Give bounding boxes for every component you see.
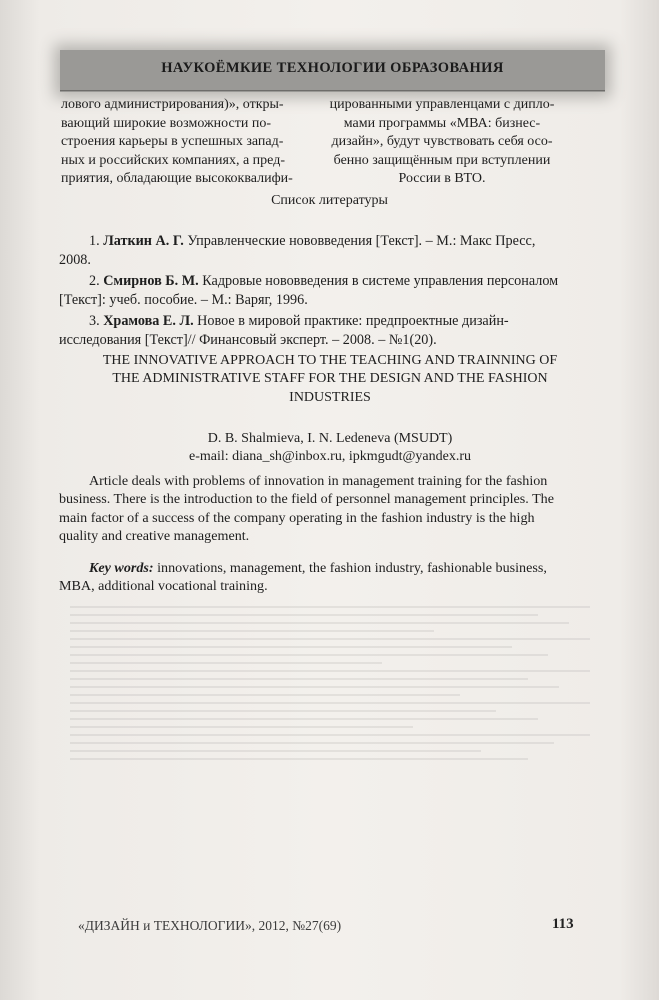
reference-text-continued: [Текст]: учеб. пособие. – М.: Варяг, 1996. [59, 291, 308, 308]
author-block [60, 430, 600, 467]
reference-number: 2. [89, 273, 100, 289]
text-line: строения карьеры в успешных запад- [61, 134, 284, 150]
text-line: дизайн», будут чувствовать себя осо- [331, 134, 553, 150]
keywords-text-continued: MBA, additional vocational training. [59, 578, 268, 595]
text-line: цированными управленцами с дипло- [329, 97, 555, 112]
reference-author: Храмова Е. Л. [103, 313, 194, 329]
reference-text: Кадровые нововведения в системе управления персоналом [198, 273, 559, 289]
abstract-line: main factor of a success of the company operating in the fashion industry is the high [59, 509, 535, 526]
reference-number: 3. [89, 313, 100, 329]
text-line: ных и российских компаниях, а пред- [61, 152, 285, 168]
reference-author: Смирнов Б. М. [103, 273, 199, 289]
references-heading: Список литературы [271, 193, 388, 208]
title-line: THE ADMINISTRATIVE STAFF FOR THE DESIGN AND THE FASHION [112, 371, 548, 387]
text-line: вающий широкие возможности по- [61, 115, 271, 131]
reference-text: Новое в мировой практике: предпроектные дизайн- [193, 313, 509, 329]
text-line: мами программы «МВА: бизнес- [343, 115, 541, 131]
running-header-title: НАУКОЁМКИЕ ТЕХНОЛОГИИ ОБРАЗОВАНИЯ [161, 60, 504, 76]
page-number: 113 [552, 916, 574, 932]
title-line: INDUSTRIES [289, 389, 371, 405]
reference-author: Латкин А. Г. [103, 233, 184, 249]
abstract-line: quality and creative management. [59, 528, 250, 545]
references-list [59, 232, 579, 352]
author-names: D. B. Shalmieva, I. N. Ledeneva (MSUDT) [207, 431, 453, 446]
reference-text-continued: 2008. [59, 251, 91, 268]
keywords-label: Key words: [89, 560, 154, 576]
english-article-title [60, 352, 600, 407]
author-email: e-mail: diana_sh@inbox.ru, ipkmgudt@yandex.ru [188, 449, 471, 465]
header-rule [60, 90, 605, 91]
title-line: THE INNOVATIVE APPROACH TO THE TEACHING AND TRAINNING OF [102, 353, 558, 368]
right-text-column [316, 96, 568, 189]
abstract-line: Article deals with problems of innovation in management training for the fashion [89, 473, 548, 489]
keywords-text: innovations, management, the fashion industry, fashionable business, [153, 560, 547, 576]
reference-text-continued: исследования [Текст]// Финансовый эксперт. – 2008. – №1(20). [59, 331, 437, 348]
keywords [59, 559, 579, 596]
reference-item [59, 272, 579, 309]
reference-item [59, 312, 579, 349]
reference-item [59, 232, 579, 269]
abstract [59, 472, 579, 546]
text-line: России в ВТО. [398, 171, 486, 187]
abstract-line: business. There is the introduction to the field of personnel management principles. The [59, 491, 554, 508]
reference-number: 1. [89, 233, 100, 249]
text-line: приятия, обладающие высококвалифи- [61, 171, 293, 187]
reference-text: Управленческие нововведения [Текст]. – М.: Макс Пресс, [183, 233, 536, 249]
bleed-through-texture [70, 600, 590, 900]
left-text-column [61, 96, 319, 189]
text-line: лового администрирования)», откры- [61, 97, 284, 112]
footer-journal-name: «ДИЗАЙН и ТЕХНОЛОГИИ», 2012, №27(69) [78, 918, 342, 933]
text-line: бенно защищённым при вступлении [333, 152, 551, 168]
